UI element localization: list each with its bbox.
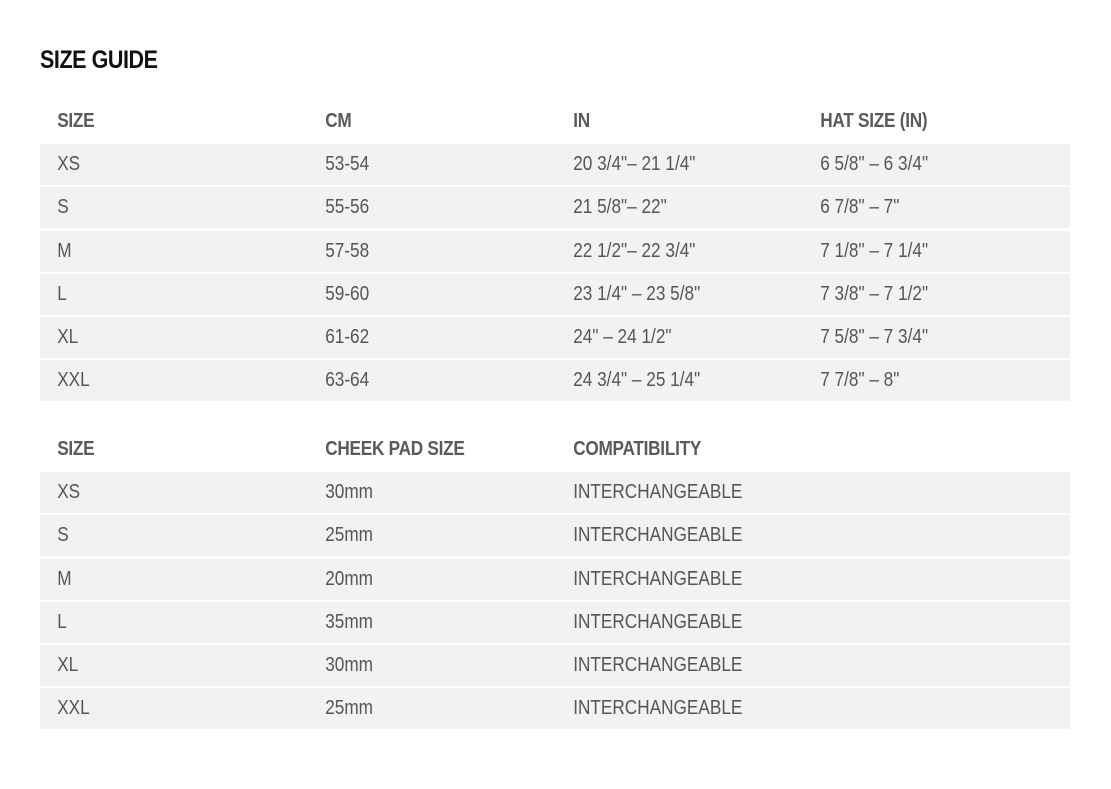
table-row <box>40 274 1070 315</box>
table-cell-size: XS <box>57 153 81 175</box>
table-cell-size: XXL <box>57 697 90 720</box>
table-cell-size: XL <box>57 326 79 349</box>
table-cell-hat-size: 7 5/8" – 7 3/4" <box>820 326 929 349</box>
table-header-row <box>40 428 1070 470</box>
table-cell-cheek-pad-size: 30mm <box>325 654 373 677</box>
table-row <box>40 144 1070 185</box>
cheek-pad-table <box>40 428 1070 732</box>
table-cell-cheek-pad-size: 25mm <box>325 524 373 547</box>
table-cell-cheek-pad-size: 25mm <box>325 697 373 720</box>
table-cell-size: XS <box>57 481 81 503</box>
page-title: SIZE GUIDE <box>40 46 158 74</box>
table-cell-in: 24" – 24 1/2" <box>572 326 671 349</box>
table-row <box>40 187 1070 228</box>
table-cell-cheek-pad-size: 20mm <box>325 567 373 590</box>
table-cell-compatibility: INTERCHANGEABLE <box>572 610 742 633</box>
header-cell-in: IN <box>572 109 590 132</box>
table-cell-in: 22 1/2"– 22 3/4" <box>572 239 695 262</box>
header-cell-size: SIZE <box>57 109 95 132</box>
table-row <box>40 231 1070 272</box>
table-cell-compatibility: INTERCHANGEABLE <box>572 567 742 590</box>
table-cell-size: S <box>57 196 69 219</box>
table-cell-cm: 63-64 <box>325 369 370 392</box>
table-cell-cm: 53-54 <box>325 153 370 175</box>
table-cell-size: S <box>57 524 69 547</box>
table-row <box>40 317 1070 358</box>
size-chart-table <box>40 100 1070 404</box>
table-cell-cheek-pad-size: 30mm <box>325 481 373 503</box>
table-cell-size: XL <box>57 654 79 677</box>
table-cell-size: L <box>57 282 67 305</box>
table-cell-cm: 61-62 <box>325 326 370 349</box>
table-cell-cm: 59-60 <box>325 282 370 305</box>
table-cell-size: M <box>57 567 72 590</box>
table-cell-size: XXL <box>57 369 90 392</box>
header-cell-size: SIZE <box>57 437 95 460</box>
table-cell-compatibility: INTERCHANGEABLE <box>572 524 742 547</box>
table-cell-compatibility: INTERCHANGEABLE <box>572 654 742 677</box>
table-cell-in: 21 5/8"– 22" <box>572 196 667 219</box>
table-header-row <box>40 100 1070 142</box>
table-cell-in: 20 3/4"– 21 1/4" <box>572 153 695 175</box>
table-cell-size: L <box>57 610 67 633</box>
table-cell-hat-size: 6 5/8" – 6 3/4" <box>820 153 929 175</box>
table-row <box>40 602 1070 643</box>
table-row <box>40 559 1070 600</box>
table-row <box>40 515 1070 556</box>
table-cell-size: M <box>57 239 72 262</box>
header-cell-hat-size: HAT SIZE (IN) <box>820 109 928 132</box>
table-cell-compatibility: INTERCHANGEABLE <box>572 481 742 503</box>
table-row <box>40 472 1070 513</box>
table-row <box>40 645 1070 686</box>
table-cell-cm: 57-58 <box>325 239 370 262</box>
table-cell-cheek-pad-size: 35mm <box>325 610 373 633</box>
table-cell-cm: 55-56 <box>325 196 370 219</box>
table-cell-compatibility: INTERCHANGEABLE <box>572 697 742 720</box>
table-cell-in: 23 1/4" – 23 5/8" <box>572 282 700 305</box>
header-cell-compatibility: COMPATIBILITY <box>572 437 701 460</box>
header-cell-cheek-pad-size: CHEEK PAD SIZE <box>325 437 465 460</box>
header-cell-cm: CM <box>325 109 352 132</box>
table-cell-hat-size: 7 1/8" – 7 1/4" <box>820 239 929 262</box>
table-row <box>40 360 1070 401</box>
table-cell-in: 24 3/4" – 25 1/4" <box>572 369 700 392</box>
table-row <box>40 688 1070 729</box>
table-cell-hat-size: 7 3/8" – 7 1/2" <box>820 282 929 305</box>
table-cell-hat-size: 7 7/8" – 8" <box>820 369 900 392</box>
table-cell-hat-size: 6 7/8" – 7" <box>820 196 900 219</box>
